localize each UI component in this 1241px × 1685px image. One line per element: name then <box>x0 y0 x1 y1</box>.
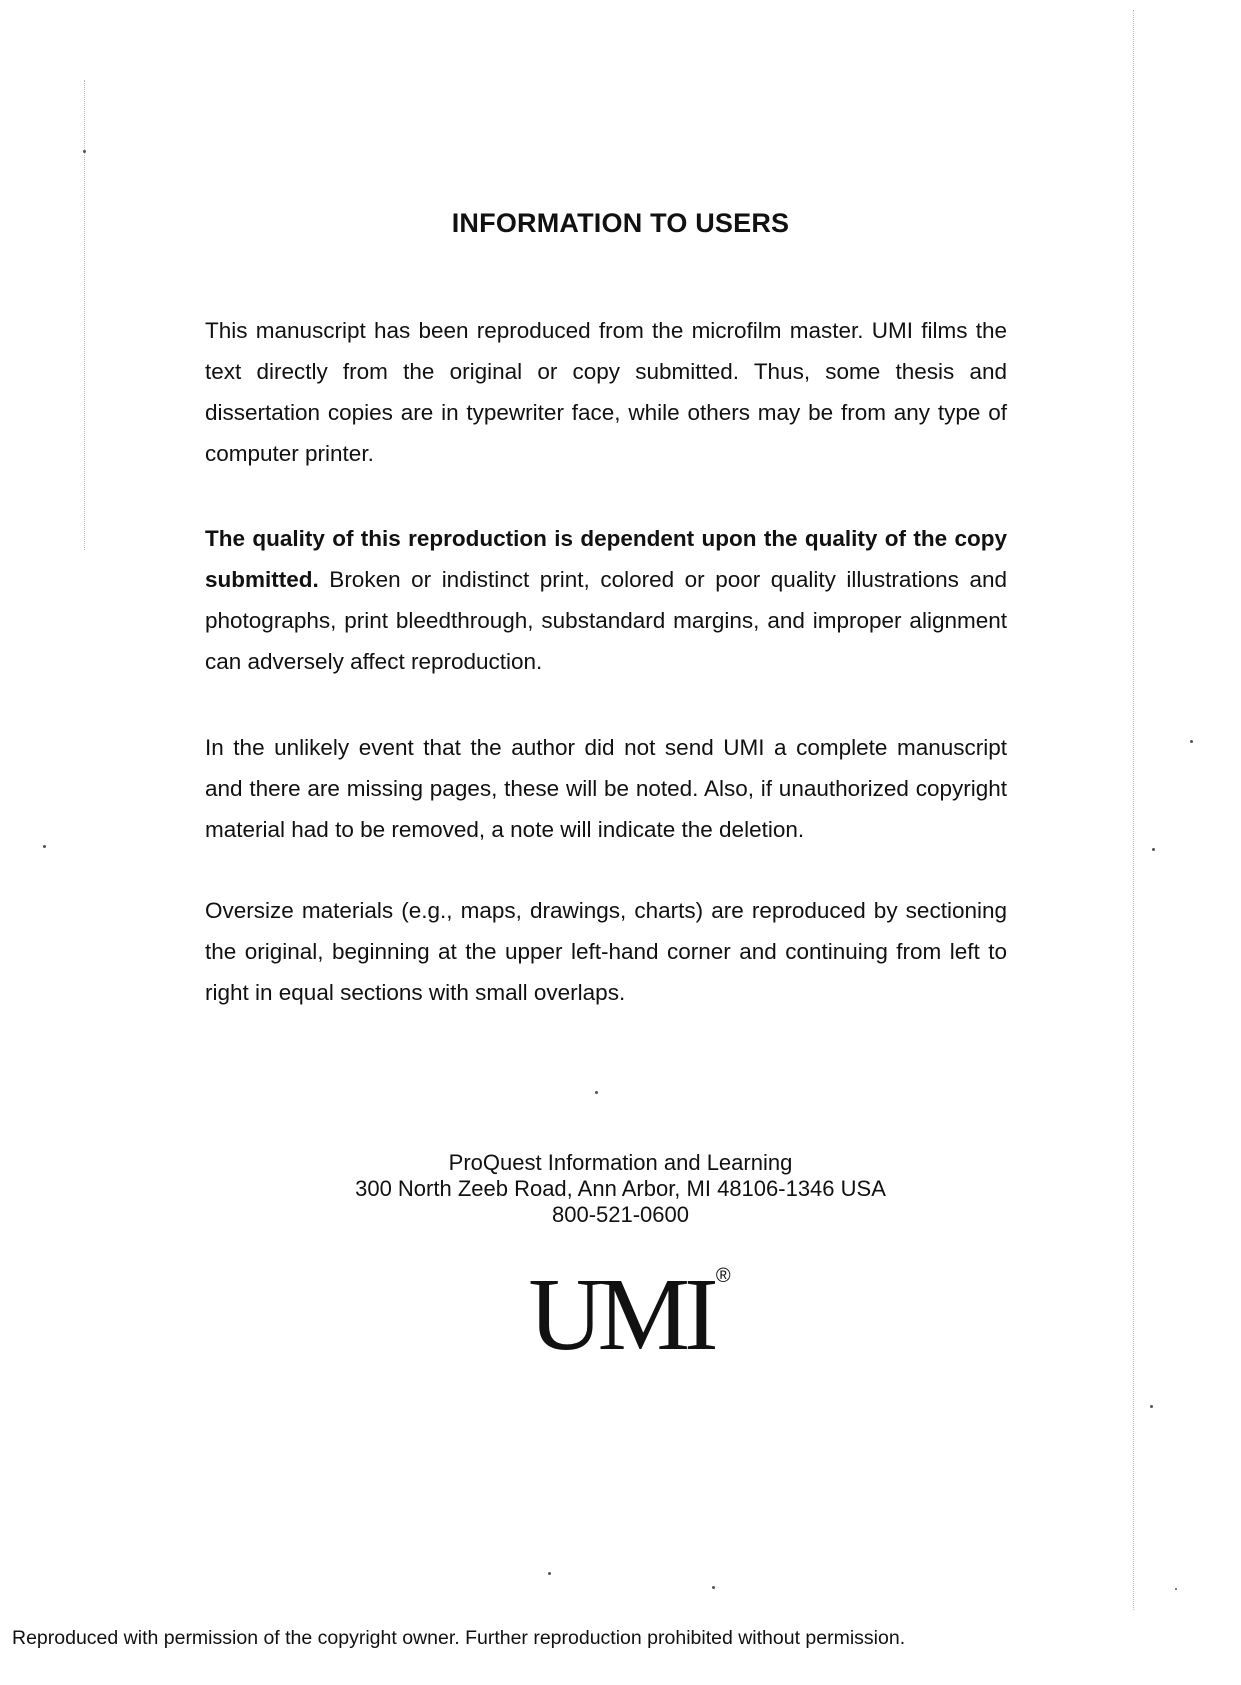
scan-speck <box>1175 1588 1177 1590</box>
registered-mark: ® <box>715 1265 731 1287</box>
scan-speck <box>83 150 86 153</box>
umi-logo <box>0 1257 1241 1372</box>
paragraph-missing-pages: In the unlikely event that the author did not send UMI a complete manuscript and there are missing pages, these will be noted. Also, if unauthorized copyright material had to be removed, a note will indicate the deletion. <box>205 735 1007 842</box>
publisher-address <box>0 1150 1241 1228</box>
scan-speck <box>712 1586 715 1589</box>
quality-notice-detail: Broken or indistinct print, colored or poor quality illustrations and photographs, print bleedthrough, substandard margins, and improper alignment can adversely affect reproduction. <box>205 567 1007 674</box>
publisher-street: 300 North Zeeb Road, Ann Arbor, MI 48106-1346 USA <box>355 1176 886 1201</box>
scan-speck <box>43 845 46 848</box>
copyright-footer: Reproduced with permission of the copyright owner. Further reproduction prohibited without permission. <box>12 1627 906 1649</box>
scan-speck <box>1190 740 1193 743</box>
scan-edge-line-right <box>1133 10 1134 1610</box>
paragraph-reproduction-source: This manuscript has been reproduced from the microfilm master. UMI films the text directly from the original or copy submitted. Thus, some thesis and dissertation copies are in typewriter face, while others may be from any type of computer printer. <box>205 318 1007 466</box>
scan-speck <box>595 1091 598 1094</box>
umi-logo-text: UMI <box>528 1257 713 1372</box>
page-title: INFORMATION TO USERS <box>451 208 790 238</box>
publisher-name: ProQuest Information and Learning <box>448 1150 793 1175</box>
publisher-phone: 800-521-0600 <box>551 1202 689 1227</box>
paragraph-quality-notice <box>205 518 1007 682</box>
scan-speck <box>548 1572 551 1575</box>
scan-speck <box>1152 848 1155 851</box>
paragraph-oversize-materials: Oversize materials (e.g., maps, drawings, charts) are reproduced by sectioning the original, beginning at the upper left-hand corner and continuing from left to right in equal sections with small overlaps. <box>205 898 1007 1005</box>
scan-speck <box>1150 1405 1153 1408</box>
quality-notice-emphasis: The quality of this reproduction is dependent upon the quality of the copy submitted. <box>205 526 1007 592</box>
